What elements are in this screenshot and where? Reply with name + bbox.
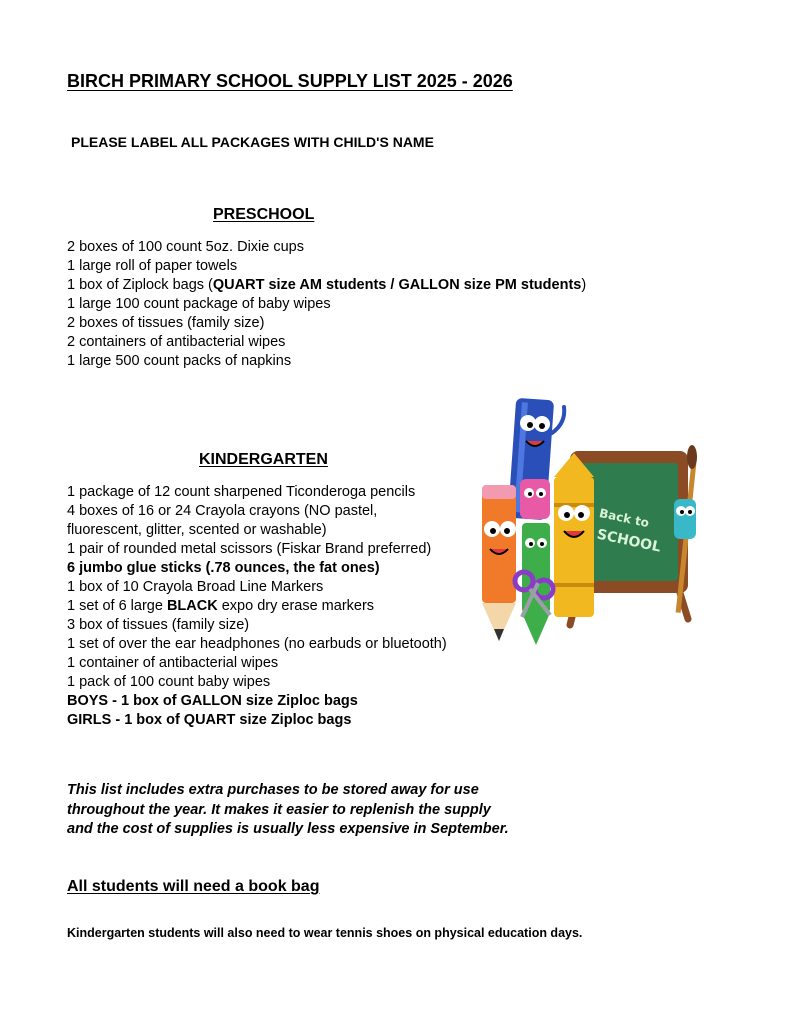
board-text-line2: SCHOOL [595,526,663,556]
crayon-character-icon [554,453,594,617]
tennis-shoes-note: Kindergarten students will also need to wear tennis shoes on physical education days. [67,926,583,940]
list-item: 1 set of 6 large BLACK expo dry erase markers [67,598,375,614]
book-bag-notice: All students will need a book bag [67,878,320,895]
page-title: BIRCH PRIMARY SCHOOL SUPPLY LIST 2025 - 2026 [67,71,513,91]
list-item: 1 box of 10 Crayola Broad Line Markers [67,579,324,595]
list-item: 3 box of tissues (family size) [67,617,250,633]
extra-purchases-note [67,781,509,840]
list-item: 1 pair of rounded metal scissors (Fiskar Brand preferred) [67,541,432,557]
eraser-character-icon [520,479,550,519]
list-item: 1 large roll of paper towels [67,258,238,274]
bold-text: BOYS - 1 box of GALLON size Ziploc bags [67,693,358,709]
note-line: This list includes extra purchases to be stored away for use [67,782,479,798]
pencil-character-icon [674,499,696,539]
bold-text: BLACK [166,598,218,614]
pencil-character-icon [482,485,516,641]
bold-text: GIRLS - 1 box of QUART size Ziploc bags [67,712,352,728]
list-item [67,692,447,711]
kindergarten-heading: KINDERGARTEN [199,451,328,468]
board-text-line1: Back to [598,506,651,531]
note-line: throughout the year. It makes it easier to replenish the supply [67,801,491,818]
list-item: 1 pack of 100 count baby wipes [67,674,271,690]
list-item: fluorescent, glitter, scented or washable) [67,522,327,538]
list-item [67,711,447,730]
kindergarten-list [67,483,447,730]
label-note: PLEASE LABEL ALL PACKAGES WITH CHILD'S NAME [71,134,434,150]
list-item: 2 containers of antibacterial wipes [67,334,286,350]
back-to-school-clipart [478,393,718,653]
bold-text: 6 jumbo glue sticks (.78 ounces, the fat ones) [67,560,380,576]
note-line: and the cost of supplies is usually less expensive in September. [67,821,509,837]
preschool-list [67,238,586,371]
preschool-heading: PRESCHOOL [213,206,315,223]
list-item [67,559,447,578]
list-item: 1 large 100 count package of baby wipes [67,296,331,312]
list-item: 1 package of 12 count sharpened Ticonderoga pencils [67,484,416,500]
list-item: 4 boxes of 16 or 24 Crayola crayons (NO pastel, [67,503,378,519]
list-item: 2 boxes of tissues (family size) [67,315,265,331]
list-item: 1 box of Ziplock bags (QUART size AM students / GALLON size PM students) [67,277,587,293]
list-item: 1 set of over the ear headphones (no earbuds or bluetooth) [67,636,447,652]
list-item: 1 large 500 count packs of napkins [67,353,292,369]
bold-text: QUART size AM students / GALLON size PM students [212,277,582,293]
list-item: 1 container of antibacterial wipes [67,655,279,671]
list-item: 2 boxes of 100 count 5oz. Dixie cups [67,239,304,255]
